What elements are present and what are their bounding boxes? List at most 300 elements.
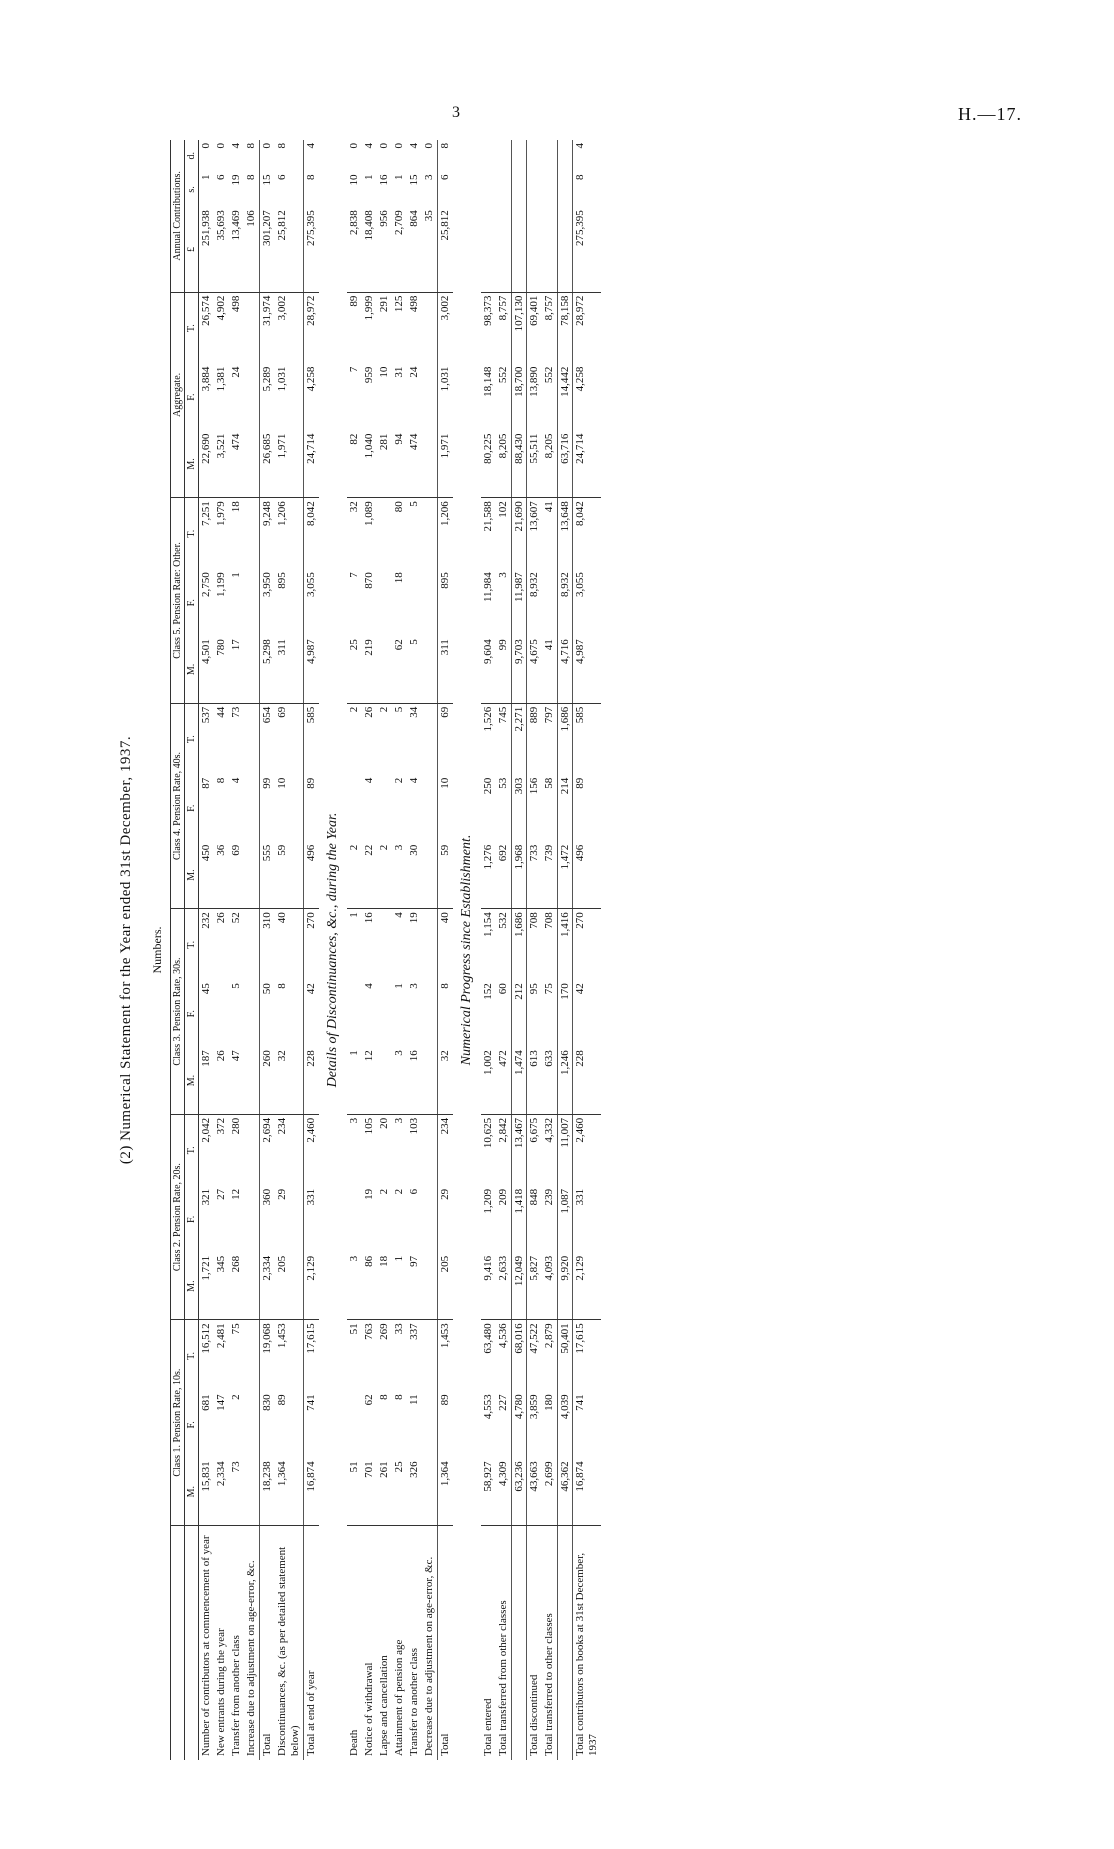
table-cell: 0 — [260, 140, 276, 172]
table-cell: 2 — [377, 842, 392, 909]
table-cell: 5,298 — [260, 636, 276, 703]
table-cell: 2,709 — [392, 207, 407, 292]
table-cell — [422, 569, 438, 636]
table-cell: 1,381 — [215, 366, 227, 392]
table-cell — [422, 364, 438, 431]
table-cell: 9,920 — [558, 1253, 573, 1320]
table-cell: 4,501 — [199, 636, 215, 703]
table-cell: 22,690 — [199, 431, 215, 498]
table-cell: 270 — [304, 909, 320, 981]
table-cell: 8 — [245, 143, 257, 149]
table-cell — [422, 292, 438, 364]
table-cell: 959 — [363, 366, 375, 384]
table-cell: 733 — [527, 842, 543, 909]
table-cell: 4,675 — [527, 636, 543, 703]
table-cell — [377, 569, 392, 636]
table-cell — [347, 775, 362, 842]
money-subheader: d. — [185, 140, 199, 172]
table-cell: 2 — [230, 1394, 242, 1400]
table-cell — [244, 364, 260, 431]
table-cell: 80 — [393, 501, 405, 513]
table-cell: 51 — [348, 1323, 360, 1335]
row-label: Decrease due to adjustment on age-error, &c. — [423, 1556, 435, 1756]
table-cell — [244, 909, 260, 981]
section-heading: Numerical Progress since Establishment. — [459, 834, 474, 1066]
table-cell: 16 — [363, 912, 375, 924]
table-cell — [422, 498, 438, 570]
table-cell: 28,972 — [304, 292, 320, 364]
table-cell: 474 — [229, 431, 244, 498]
table-cell: 75 — [543, 983, 555, 995]
table-cell: 321 — [200, 1188, 212, 1206]
table-cell: 16,512 — [200, 1323, 212, 1354]
table-cell: 3,521 — [214, 431, 229, 498]
table-cell: 59 — [438, 842, 454, 909]
table-cell: 4 — [363, 777, 375, 784]
table-row — [481, 140, 496, 1760]
table-cell: 8 — [276, 143, 288, 149]
table-cell — [481, 140, 496, 172]
row-label: Total — [260, 1525, 276, 1760]
table-cell: 219 — [362, 636, 377, 703]
table-cell — [422, 842, 438, 909]
table-cell: 2 — [393, 777, 405, 784]
table-cell: 16 — [407, 1047, 422, 1114]
table-row — [392, 140, 407, 1760]
table-cell: 3,002 — [438, 292, 454, 364]
column-subheader: F. — [185, 1391, 199, 1458]
column-subheader: F. — [185, 775, 199, 842]
table-cell — [496, 140, 512, 172]
table-cell: 1,002 — [481, 1047, 496, 1114]
table-cell: 4,309 — [496, 1458, 512, 1525]
table-cell — [244, 1458, 260, 1525]
column-subheader: M. — [185, 431, 199, 498]
table-cell: 552 — [543, 366, 555, 384]
table-cell: 2 — [378, 1188, 390, 1195]
table-cell: 0 — [393, 143, 405, 149]
table-cell: 17 — [229, 636, 244, 703]
table-cell: 47 — [229, 1047, 244, 1114]
table-cell: 88,430 — [512, 431, 527, 498]
table-cell: 532 — [497, 912, 509, 929]
table-cell: 205 — [438, 1253, 454, 1320]
column-subheader: T. — [185, 292, 199, 364]
table-cell: 8,932 — [558, 569, 573, 636]
table-cell: 1,206 — [438, 498, 454, 570]
column-group-header: Class 1. Pension Rate, 10s. — [171, 1320, 185, 1526]
table-cell: 13,890 — [527, 364, 543, 431]
table-cell: 895 — [438, 569, 454, 636]
table-cell: 89 — [304, 775, 320, 842]
table-cell: 18 — [377, 1253, 392, 1320]
table-cell: 5,289 — [260, 364, 276, 431]
table-cell — [422, 1186, 438, 1253]
table-cell: 35 — [422, 207, 438, 292]
page-number: 3 — [452, 104, 460, 121]
row-label: Total contributors on books at 31st December, 1937 — [573, 1525, 602, 1760]
table-cell: 10 — [276, 777, 288, 789]
table-cell: 1,453 — [438, 1320, 454, 1392]
table-cell: 6 — [438, 172, 454, 208]
table-cell: 11,007 — [558, 1114, 573, 1186]
table-cell: 125 — [393, 295, 405, 313]
table-cell: 99 — [496, 636, 512, 703]
table-cell — [377, 909, 392, 981]
table-cell — [527, 172, 543, 208]
table-cell: 234 — [276, 1117, 288, 1135]
table-cell: 5 — [408, 501, 420, 507]
table-cell: 7,251 — [200, 501, 212, 526]
table-cell: 4 — [304, 140, 320, 172]
table-cell: 1,276 — [481, 842, 496, 909]
row-label: Number of contributors at commencement of year — [200, 1535, 212, 1756]
table-cell: 4,332 — [543, 1117, 555, 1143]
table-cell: 11,987 — [512, 569, 527, 636]
table-cell: 4,716 — [558, 636, 573, 703]
table-cell: 9,416 — [481, 1253, 496, 1320]
table-cell: 34 — [408, 706, 420, 718]
table-cell: 75 — [230, 1323, 242, 1335]
table-cell: 6 — [408, 1188, 420, 1195]
table-cell: 1,087 — [558, 1186, 573, 1253]
table-cell: 261 — [377, 1458, 392, 1525]
table-cell: 42 — [304, 980, 320, 1047]
table-cell: 956 — [377, 207, 392, 292]
table-cell: 268 — [229, 1253, 244, 1320]
table-cell — [558, 207, 573, 292]
table-cell: 3,002 — [276, 295, 288, 321]
table-cell — [422, 775, 438, 842]
table-cell: 3,055 — [573, 569, 602, 636]
table-row — [407, 140, 422, 1760]
table-cell: 3 — [423, 174, 435, 181]
table-row — [362, 140, 377, 1760]
table-cell: 6 — [215, 174, 227, 181]
table-cell: 16 — [378, 174, 390, 186]
table-cell: 239 — [543, 1188, 555, 1206]
table-cell: 18 — [230, 501, 242, 513]
table-cell: 2,271 — [512, 703, 527, 775]
table-cell — [542, 207, 558, 292]
table-cell: 26,685 — [260, 431, 276, 498]
table-cell: 69 — [438, 703, 454, 775]
table-row — [527, 140, 543, 1760]
numerical-statement-table — [170, 140, 601, 1760]
table-cell: 8 — [438, 140, 454, 172]
table-cell: 62 — [363, 1394, 375, 1406]
table-cell: 19 — [363, 1188, 375, 1200]
table-cell: 496 — [573, 842, 602, 909]
table-cell: 214 — [558, 775, 573, 842]
table-cell: 58 — [543, 777, 555, 789]
table-cell: 13,467 — [512, 1114, 527, 1186]
table-cell: 209 — [497, 1188, 509, 1206]
table-cell: 301,207 — [260, 207, 276, 292]
table-cell: 6 — [276, 174, 288, 181]
table-cell: 4,902 — [215, 295, 227, 321]
table-cell: 24,714 — [573, 431, 602, 498]
column-group-header: Class 5. Pension Rate: Other. — [171, 498, 185, 704]
table-cell: 29 — [438, 1186, 454, 1253]
table-cell: 52 — [230, 912, 242, 924]
table-cell — [512, 172, 527, 208]
table-cell: 331 — [304, 1186, 320, 1253]
table-cell — [422, 1253, 438, 1320]
table-cell: 156 — [527, 775, 543, 842]
column-group-header: Annual Contributions. — [171, 140, 185, 292]
table-cell: 8,205 — [496, 431, 512, 498]
table-cell: 1 — [393, 174, 405, 181]
table-cell: 16,874 — [573, 1458, 602, 1525]
table-cell: 10 — [378, 366, 390, 378]
table-cell: 708 — [543, 912, 555, 929]
table-cell — [244, 980, 260, 1047]
table-cell: 3 — [392, 842, 407, 909]
table-cell: 41 — [543, 501, 555, 513]
table-cell: 1 — [200, 174, 212, 181]
table-cell — [558, 172, 573, 208]
table-cell: 4,258 — [304, 364, 320, 431]
table-cell: 4 — [393, 912, 405, 918]
table-cell: 8,042 — [304, 498, 320, 570]
table-cell: 19 — [230, 174, 242, 186]
table-cell: 372 — [215, 1117, 227, 1135]
table-cell: 41 — [542, 636, 558, 703]
table-cell: 3,055 — [304, 569, 320, 636]
column-subheader: M. — [185, 1253, 199, 1320]
table-cell: 1,031 — [438, 364, 454, 431]
row-label: Total entered — [482, 1698, 494, 1756]
table-cell — [481, 207, 496, 292]
table-cell: 5,827 — [527, 1253, 543, 1320]
table-cell: 27 — [215, 1188, 227, 1200]
table-cell: 4,987 — [573, 636, 602, 703]
table-cell: 303 — [512, 775, 527, 842]
table-cell: 1,453 — [276, 1323, 288, 1349]
table-cell — [527, 140, 543, 172]
table-cell: 8 — [215, 777, 227, 784]
table-cell: 63,236 — [512, 1458, 527, 1525]
table-cell: 1,416 — [558, 909, 573, 981]
row-label: Lapse and cancellation — [378, 1655, 390, 1756]
table-row — [229, 140, 244, 1760]
table-cell — [347, 980, 362, 1047]
table-cell — [347, 1186, 362, 1253]
table-cell: 6,675 — [527, 1114, 543, 1186]
table-cell — [422, 1320, 438, 1392]
table-cell: 18 — [393, 572, 405, 584]
table-cell — [496, 172, 512, 208]
table-cell — [244, 1253, 260, 1320]
table-cell: 1,686 — [512, 909, 527, 981]
table-cell: 232 — [200, 912, 212, 929]
table-cell: 1,418 — [512, 1186, 527, 1253]
table-cell: 552 — [497, 366, 509, 384]
row-label: Notice of withdrawal — [363, 1662, 375, 1756]
table-cell — [542, 140, 558, 172]
money-subheader: s. — [185, 172, 199, 208]
table-cell — [542, 569, 558, 636]
table-cell — [422, 1114, 438, 1186]
table-cell: 1,206 — [276, 501, 288, 526]
table-cell — [422, 980, 438, 1047]
table-cell: 227 — [497, 1394, 509, 1411]
table-cell: 345 — [214, 1253, 229, 1320]
table-cell: 18,408 — [362, 207, 377, 292]
column-subheader: F. — [185, 569, 199, 636]
row-label — [558, 1525, 573, 1760]
row-label: Death — [348, 1729, 360, 1756]
table-cell: 95 — [527, 980, 543, 1047]
table-cell — [512, 140, 527, 172]
table-cell: 281 — [377, 431, 392, 498]
table-row — [496, 140, 512, 1760]
table-cell — [244, 775, 260, 842]
table-cell: 3 — [393, 1117, 405, 1124]
table-cell: 97 — [407, 1253, 422, 1320]
table-cell: 12,049 — [512, 1253, 527, 1320]
table-cell: 40 — [438, 909, 454, 981]
table-cell: 15 — [260, 172, 276, 208]
column-subheader: M. — [185, 1047, 199, 1114]
table-cell: 3 — [392, 1047, 407, 1114]
table-cell: 62 — [392, 636, 407, 703]
table-cell: 4 — [408, 777, 420, 784]
table-cell: 0 — [200, 143, 212, 149]
table-cell: 1,686 — [558, 703, 573, 775]
table-cell: 4,258 — [573, 364, 602, 431]
table-cell: 2 — [378, 706, 390, 713]
table-cell: 4,039 — [558, 1391, 573, 1458]
column-subheader: T. — [185, 703, 199, 775]
table-cell: 2,633 — [496, 1253, 512, 1320]
table-cell: 4 — [363, 983, 375, 989]
table-cell: 8 — [438, 980, 454, 1047]
page-reference: H.—17. — [958, 104, 1022, 124]
table-cell: 28,972 — [573, 292, 602, 364]
table-cell: 9,248 — [260, 498, 276, 570]
table-cell: 2,699 — [542, 1458, 558, 1525]
table-cell: 895 — [276, 572, 288, 589]
table-cell: 60 — [497, 983, 509, 995]
table-cell: 8 — [573, 172, 602, 208]
table-row — [512, 140, 527, 1760]
table-cell: 12 — [362, 1047, 377, 1114]
table-cell: 18,700 — [512, 364, 527, 431]
table-cell: 15,831 — [199, 1458, 215, 1525]
table-cell: 269 — [378, 1323, 390, 1340]
table-cell — [244, 1391, 260, 1458]
table-cell: 105 — [363, 1117, 375, 1135]
table-cell: 3,950 — [260, 569, 276, 636]
table-cell: 741 — [304, 1391, 320, 1458]
money-subheader: £ — [185, 207, 199, 292]
table-cell — [422, 1391, 438, 1458]
column-subheader: F. — [185, 364, 199, 431]
table-cell: 848 — [527, 1186, 543, 1253]
table-cell: 9,703 — [512, 636, 527, 703]
table-cell: 2,042 — [200, 1117, 212, 1143]
table-cell: 69,401 — [527, 292, 543, 364]
table-cell: 8 — [393, 1394, 405, 1400]
table-cell: 40 — [276, 912, 288, 924]
table-row — [244, 140, 260, 1760]
table-cell: 13,607 — [527, 498, 543, 570]
column-subheader: T. — [185, 909, 199, 981]
table-cell: 228 — [304, 1047, 320, 1114]
table-cell: 170 — [558, 980, 573, 1047]
table-cell: 31,974 — [260, 292, 276, 364]
table-cell: 89 — [276, 1394, 288, 1406]
table-row — [347, 140, 362, 1760]
table-cell: 87 — [200, 777, 212, 789]
table-cell: 4 — [230, 777, 242, 784]
table-cell: 98,373 — [482, 295, 494, 326]
table-cell: 80,225 — [481, 431, 496, 498]
table-cell — [244, 1047, 260, 1114]
table-cell — [244, 703, 260, 775]
table-cell: 1 — [348, 912, 360, 918]
table-cell: 234 — [438, 1114, 454, 1186]
table-cell: 8 — [378, 1394, 390, 1400]
table-cell — [377, 1047, 392, 1114]
table-cell — [422, 703, 438, 775]
table-cell — [347, 1391, 362, 1458]
section-heading-row — [453, 140, 481, 1760]
header-blank — [185, 1525, 199, 1760]
row-label: Attainment of pension age — [393, 1639, 405, 1756]
table-cell — [377, 636, 392, 703]
column-group-header: Class 4. Pension Rate, 40s. — [171, 703, 185, 909]
table-cell: 1,199 — [215, 572, 227, 597]
table-cell: 94 — [392, 431, 407, 498]
table-cell: 4,093 — [542, 1253, 558, 1320]
table-cell: 73 — [229, 1458, 244, 1525]
table-cell — [542, 172, 558, 208]
table-cell: 275,395 — [304, 207, 320, 292]
table-row — [558, 140, 573, 1760]
table-cell: 32 — [275, 1047, 304, 1114]
table-cell — [422, 636, 438, 703]
table-cell: 50 — [260, 980, 276, 1047]
table-cell: 86 — [362, 1253, 377, 1320]
table-cell: 701 — [362, 1458, 377, 1525]
table-cell: 43,663 — [527, 1458, 543, 1525]
table-cell: 830 — [260, 1391, 276, 1458]
table-cell: 8,757 — [543, 295, 555, 321]
table-cell: 3 — [408, 983, 420, 989]
table-cell: 613 — [527, 1047, 543, 1114]
section-heading-row — [319, 140, 347, 1760]
table-cell: 3,884 — [200, 366, 212, 392]
table-cell — [244, 842, 260, 909]
table-cell: 102 — [497, 501, 509, 518]
table-cell: 681 — [200, 1394, 212, 1411]
table-cell: 20 — [378, 1117, 390, 1129]
table-cell — [244, 1186, 260, 1253]
table-cell: 69 — [276, 706, 288, 718]
table-cell: 78,158 — [558, 292, 573, 364]
table-cell: 2,460 — [304, 1114, 320, 1186]
table-cell: 89 — [573, 775, 602, 842]
table-cell: 11 — [408, 1394, 420, 1405]
column-subheader: T. — [185, 498, 199, 570]
table-cell: 251,938 — [199, 207, 215, 292]
table-cell: 337 — [408, 1323, 420, 1340]
table-cell: 8,205 — [542, 431, 558, 498]
table-cell: 8 — [276, 983, 288, 989]
